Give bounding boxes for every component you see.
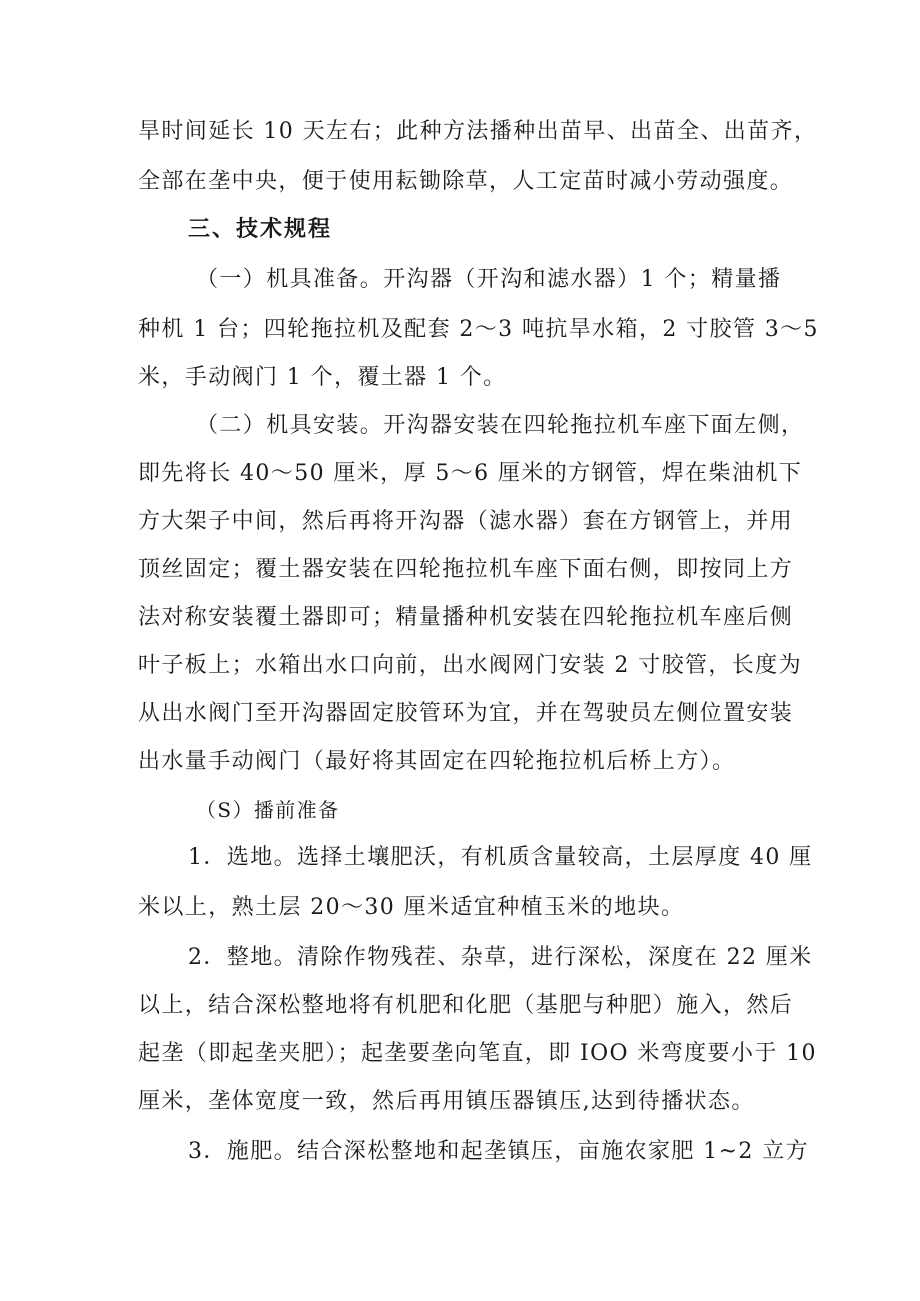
text-line: 起垄（即起垄夹肥）；起垄要垄向笔直，即 IOO 米弯度要小于 10	[138, 1041, 817, 1066]
text-line: 2．整地。清除作物残茬、杂草，进行深松，深度在 22 厘米	[188, 945, 813, 970]
text-line: 以上，结合深松整地将有机肥和化肥（基肥与种肥）施入，然后	[138, 993, 794, 1018]
text-line: 叶子板上；水箱出水口向前，出水阀网门安装 2 寸胶管，长度为	[138, 653, 802, 678]
text-line: 即先将长 40～50 厘米，厚 5～6 厘米的方钢管，焊在柴油机下	[138, 461, 803, 486]
text-line: 法对称安装覆土器即可；精量播种机安装在四轮拖拉机车座后侧	[138, 605, 794, 630]
text-line: 厘米，垄体宽度一致，然后再用镇压器镇压,达到待播状态。	[138, 1089, 755, 1114]
text-line: 从出水阀门至开沟器固定胶管环为宜，并在驾驶员左侧位置安装	[138, 701, 794, 726]
text-line: 方大架子中间，然后再将开沟器（滤水器）套在方钢管上，并用	[138, 509, 794, 534]
section-heading: 三、技术规程	[188, 217, 333, 242]
text-line: 顶丝固定；覆土器安装在四轮拖拉机车座下面右侧，即按同上方	[138, 557, 794, 582]
text-line: （二）机具安装。开沟器安装在四轮拖拉机车座下面左侧，	[196, 413, 805, 438]
text-line: （一）机具准备。开沟器（开沟和滤水器）1 个；精量播	[196, 267, 782, 292]
text-line: 米，手动阀门 1 个，覆土器 1 个。	[138, 365, 507, 390]
text-line: 全部在垄中央，便于使用耘锄除草，人工定苗时减小劳动强度。	[138, 169, 794, 194]
text-line: 米以上，熟土层 20～30 厘米适宜种植玉米的地块。	[138, 895, 685, 920]
text-line: 出水量手动阀门（最好将其固定在四轮拖拉机后桥上方）。	[138, 749, 736, 774]
text-line: 1．选地。选择土壤肥沃，有机质含量较高，土层厚度 40 厘	[188, 845, 813, 870]
text-line: 旱时间延长 10 天左右；此种方法播种出苗早、出苗全、出苗齐，	[138, 119, 818, 144]
text-line: 3．施肥。结合深松整地和起垄镇压，亩施农家肥 1~2 立方	[188, 1139, 810, 1164]
subsection-heading: （S）播前准备	[196, 798, 340, 822]
text-line: 种机 1 台；四轮拖拉机及配套 2～3 吨抗旱水箱，2 寸胶管 3～5	[138, 317, 819, 342]
